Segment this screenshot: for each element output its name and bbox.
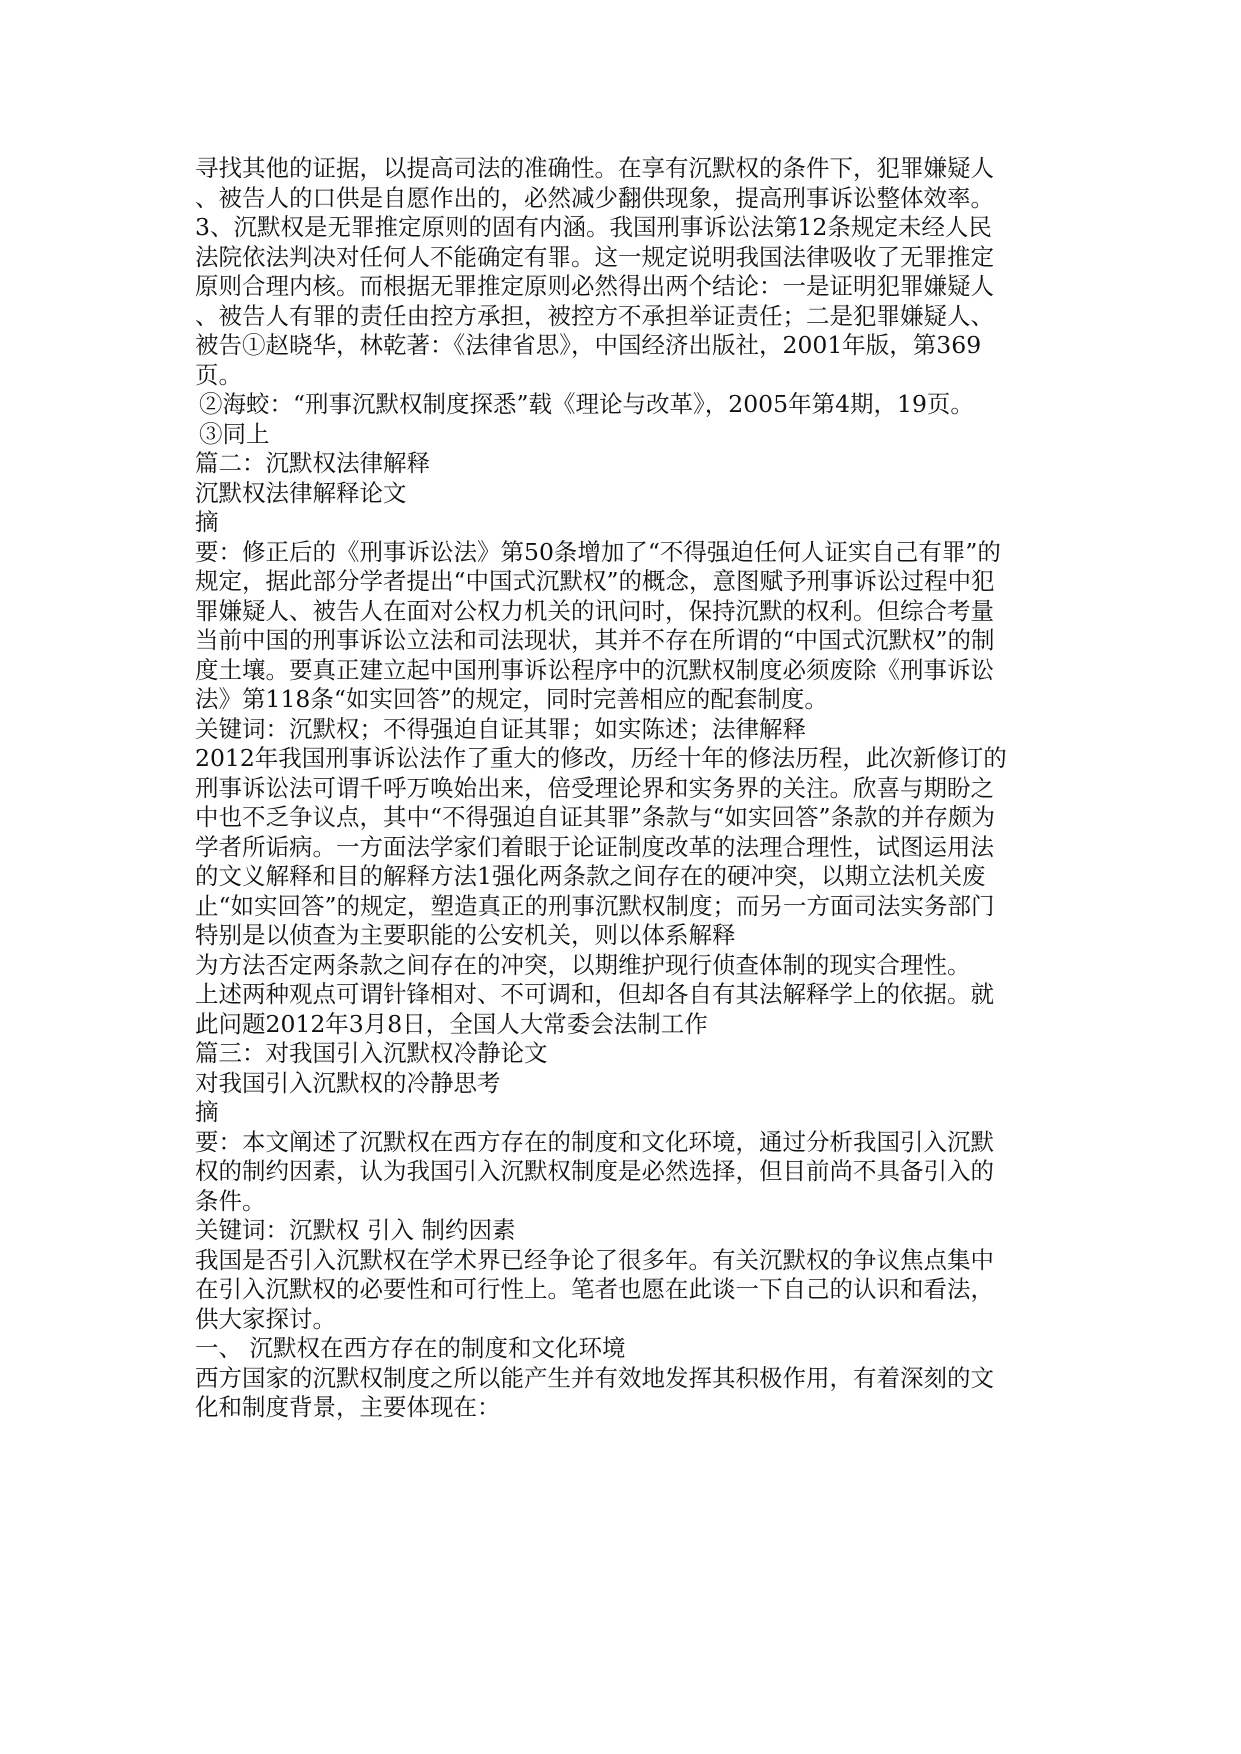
text-line: 、被告人有罪的责任由控方承担，被控方不承担举证责任；二是犯罪嫌疑人、 xyxy=(195,301,994,330)
abstract-line: 度土壤。要真正建立起中国刑事诉讼程序中的沉默权制度必须废除《刑事诉讼 xyxy=(195,655,994,684)
keywords-line: 关键词：沉默权；不得强迫自证其罪；如实陈述；法律解释 xyxy=(195,714,806,743)
text-line: 化和制度背景，主要体现在： xyxy=(195,1393,501,1421)
footnote-line: 页。 xyxy=(195,360,242,389)
text-line: 在引入沉默权的必要性和可行性上。笔者也愿在此谈一下自己的认识和看法， xyxy=(195,1275,994,1303)
abstract-line: 法》第118条“如实回答”的规定，同时完善相应的配套制度。 xyxy=(195,685,828,713)
article-title: 对我国引入沉默权的冷静思考 xyxy=(195,1068,501,1097)
article-title: 沉默权法律解释论文 xyxy=(195,478,407,507)
text-line: 的文义解释和目的解释方法1强化两条款之间存在的硬冲突，以期立法机关废 xyxy=(195,862,986,890)
text-line: 此问题2012年3月8日，全国人大常委会法制工作 xyxy=(195,1009,708,1038)
text-line: 3、沉默权是无罪推定原则的固有内涵。我国刑事诉讼法第12条规定未经人民 xyxy=(195,213,992,241)
text-line: 供大家探讨。 xyxy=(195,1304,336,1333)
text-line: 原则合理内核。而根据无罪推定原则必然得出两个结论：一是证明犯罪嫌疑人 xyxy=(195,272,994,300)
footnote-line: ②海蛟：“刑事沉默权制度探悉”载《理论与改革》，2005年第4期，19页。 xyxy=(199,390,974,418)
document-body xyxy=(195,154,1055,1423)
subsection-heading: 一、 沉默权在西方存在的制度和文化环境 xyxy=(195,1334,626,1362)
text-line: 我国是否引入沉默权在学术界已经争论了很多年。有关沉默权的争议焦点集中 xyxy=(195,1245,994,1274)
abstract-line: 要：修正后的《刑事诉讼法》第50条增加了“不得强迫任何人证实自己有罪”的 xyxy=(195,537,1001,566)
text-line: 、被告人的口供是自愿作出的，必然减少翻供现象，提高刑事诉讼整体效率。 xyxy=(195,183,994,212)
text-line: 中也不乏争议点，其中“不得强迫自证其罪”条款与“如实回答”条款的并存颇为 xyxy=(195,803,996,831)
abstract-line: 当前中国的刑事诉讼立法和司法现状，其并不存在所谓的“中国式沉默权”的制 xyxy=(195,626,995,654)
text-line: 特别是以侦查为主要职能的公安机关，则以体系解释 xyxy=(195,921,736,949)
abstract-line: 权的制约因素，认为我国引入沉默权制度是必然选择，但目前尚不具备引入的 xyxy=(195,1157,994,1185)
abstract-line: 罪嫌疑人、被告人在面对公权力机关的讯问时，保持沉默的权利。但综合考量 xyxy=(195,596,994,625)
text-line: 法院依法判决对任何人不能确定有罪。这一规定说明我国法律吸收了无罪推定 xyxy=(195,242,994,271)
abstract-line: 要：本文阐述了沉默权在西方存在的制度和文化环境，通过分析我国引入沉默 xyxy=(195,1127,994,1156)
text-line: 西方国家的沉默权制度之所以能产生并有效地发挥其积极作用，有着深刻的文 xyxy=(195,1363,994,1392)
text-line: 2012年我国刑事诉讼法作了重大的修改，历经十年的修法历程，此次新修订的 xyxy=(195,744,1007,772)
text-line: 学者所诟病。一方面法学家们着眼于论证制度改革的法理合理性，试图运用法 xyxy=(195,832,994,861)
text-line: 上述两种观点可谓针锋相对、不可调和，但却各自有其法解释学上的依据。就 xyxy=(195,980,994,1008)
section-heading: 篇三：对我国引入沉默权冷静论文 xyxy=(195,1039,548,1067)
text-line: 止“如实回答”的规定，塑造真正的刑事沉默权制度；而另一方面司法实务部门 xyxy=(195,891,995,920)
abstract-line: 条件。 xyxy=(195,1186,266,1215)
section-heading: 篇二：沉默权法律解释 xyxy=(195,449,430,477)
footnote-line: 被告①赵晓华，林乾著：《法律省思》，中国经济出版社，2001年版，第369 xyxy=(195,331,982,359)
text-line: 刑事诉讼法可谓千呼万唤始出来，倍受理论界和实务界的关注。欣喜与期盼之 xyxy=(195,773,994,802)
abstract-label: 摘 xyxy=(195,1098,219,1126)
abstract-line: 规定，据此部分学者提出“中国式沉默权”的概念，意图赋予刑事诉讼过程中犯 xyxy=(195,567,995,595)
text-line: 为方法否定两条款之间存在的冲突，以期维护现行侦查体制的现实合理性。 xyxy=(195,950,971,979)
footnote-line: ③同上 xyxy=(199,419,270,448)
keywords-line: 关键词：沉默权 引入 制约因素 xyxy=(195,1216,516,1244)
abstract-label: 摘 xyxy=(195,508,219,536)
text-line: 寻找其他的证据，以提高司法的准确性。在享有沉默权的条件下，犯罪嫌疑人 xyxy=(195,154,994,182)
